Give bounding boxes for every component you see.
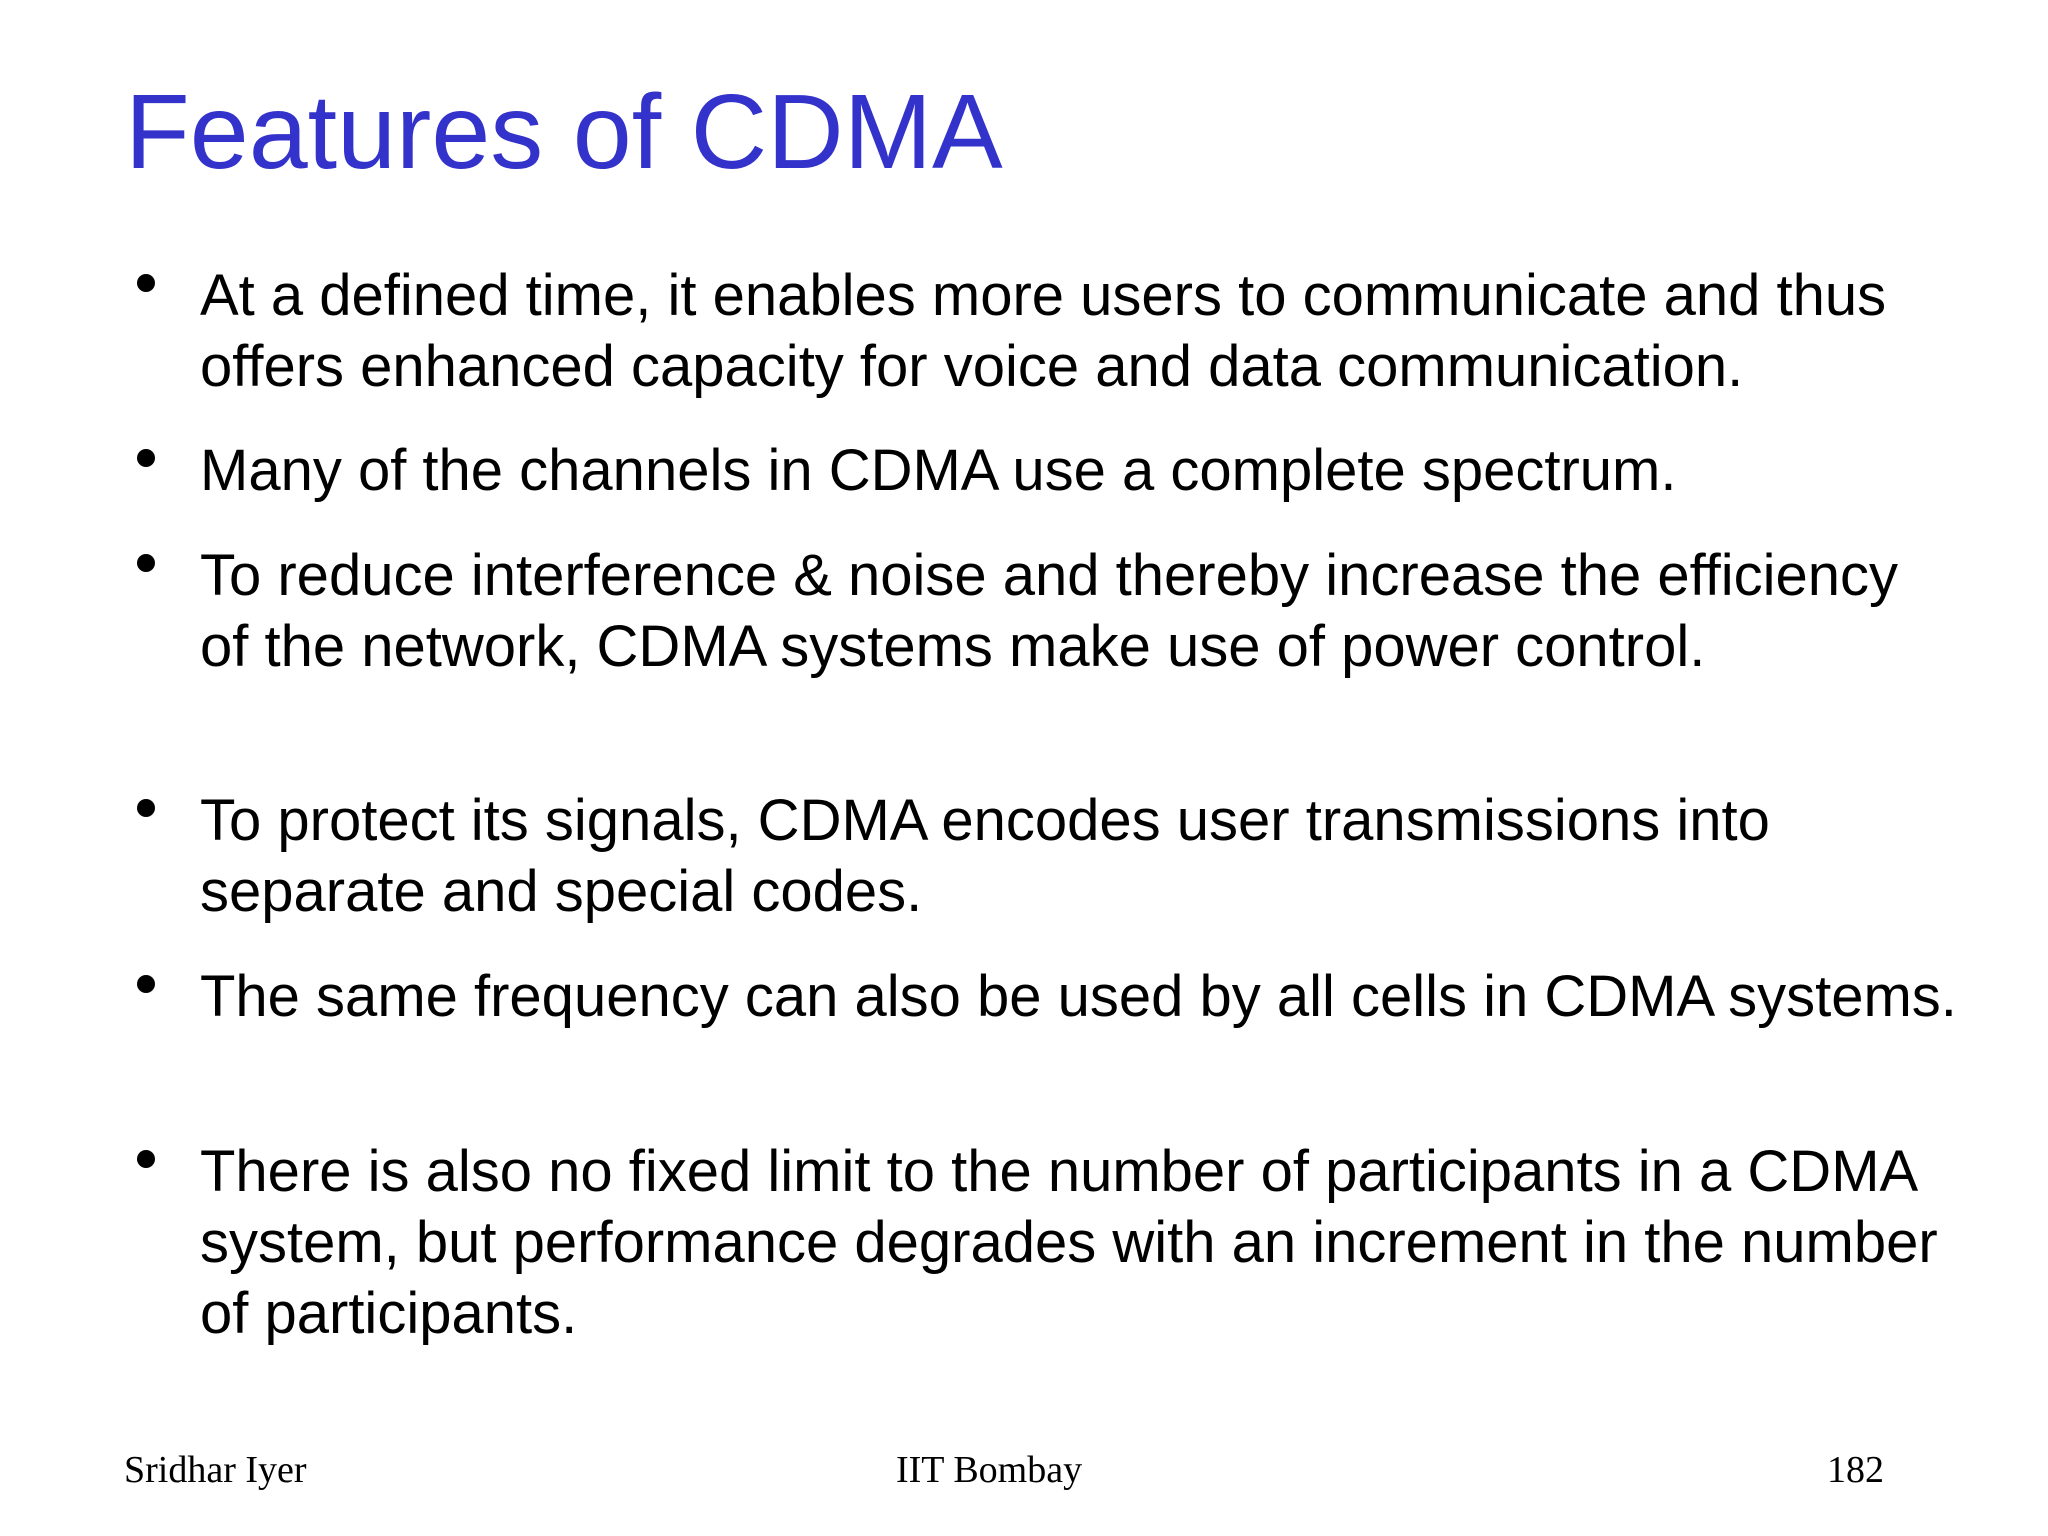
- bullet-text: To protect its signals, CDMA encodes user transmissions into separate and special codes.: [200, 788, 1770, 924]
- footer-page-number: 182: [1827, 1449, 1884, 1491]
- bullet-dot: [137, 274, 155, 292]
- slide-title: Features of CDMA: [125, 73, 1003, 191]
- bullet-dot: [137, 1150, 155, 1168]
- bullet-text: There is also no fixed limit to the number of participants in a CDMA system, but performance degrades with an increment in the number of participants.: [200, 1139, 1938, 1346]
- bullet-text: To reduce interference & noise and thereby increase the efficiency of the network, CDMA systems make use of power control.: [200, 543, 1899, 679]
- bullet-text: At a defined time, it enables more users to communicate and thus offers enhanced capacity for voice and data communication.: [200, 263, 1887, 399]
- bullet-dot: [137, 554, 155, 572]
- bullet-dot: [137, 449, 155, 467]
- bullet-text: Many of the channels in CDMA use a complete spectrum.: [200, 438, 1677, 503]
- footer-author: Sridhar Iyer: [124, 1449, 307, 1491]
- footer-institution: IIT Bombay: [896, 1449, 1083, 1491]
- bullet-dot: [137, 799, 155, 817]
- bullet-dot: [137, 975, 155, 993]
- bullet-text: The same frequency can also be used by all cells in CDMA systems.: [200, 964, 1957, 1029]
